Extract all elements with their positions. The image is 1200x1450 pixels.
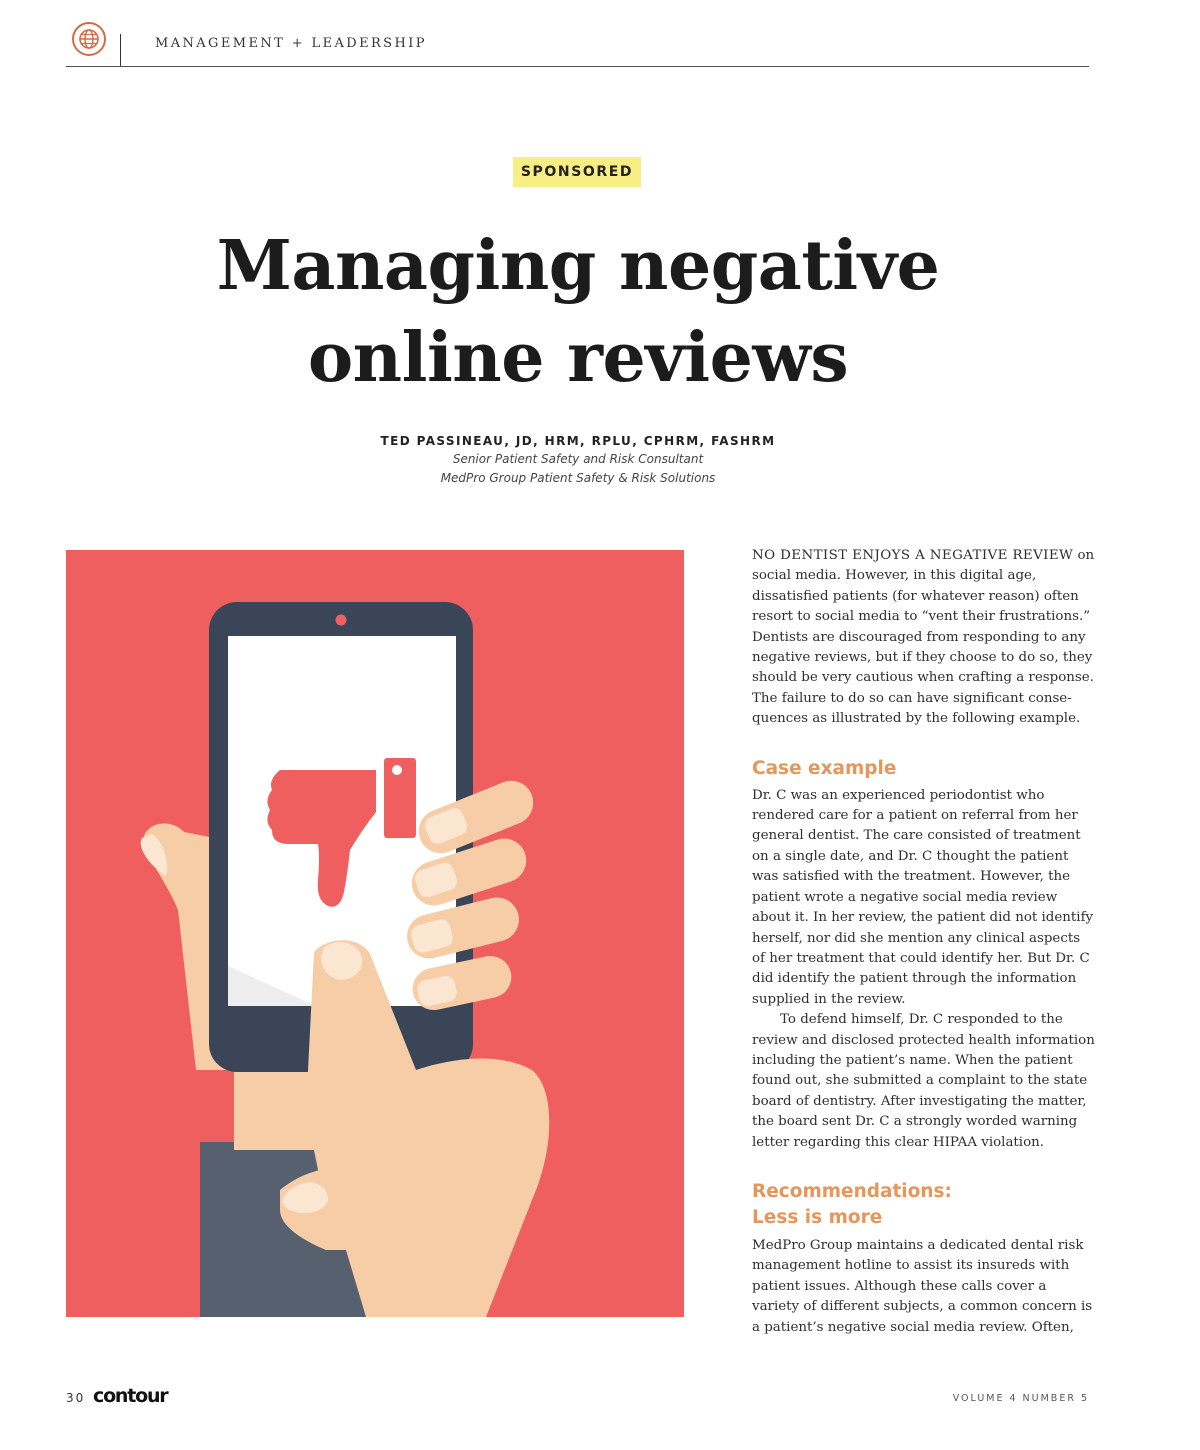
recommendations-heading-line-2: Less is more [752, 1206, 883, 1228]
section-label: MANAGEMENT + LEADERSHIP [155, 36, 427, 51]
author-organization: MedPro Group Patient Safety & Risk Solutions [440, 471, 716, 485]
header-rule [66, 66, 1089, 67]
byline [300, 432, 856, 488]
case-example-heading: Case example [752, 757, 897, 779]
recommendations-heading [752, 1179, 1097, 1231]
intro-text: on social media. However, in this digital age, dissatisfied patients (for whatever reason) often resort to social media to “vent their frustrations.” Dentists are discouraged from responding to any negative reviews, but if they choose to do so, they should be very cautious when crafting a response. The failure to do so can have significant consequences as illustrated by the following example. [752, 548, 1095, 727]
globe-icon [72, 22, 106, 56]
intro-lead: NO DENTIST ENJOYS A NEGATIVE REVIEW [752, 548, 1074, 563]
article-body [752, 546, 1097, 1338]
issue-label: VOLUME 4 NUMBER 5 [952, 1393, 1089, 1404]
hand-holding-phone-thumbs-down-icon [66, 550, 684, 1317]
page-number: 30 [66, 1391, 86, 1405]
magazine-logo: contour [93, 1385, 168, 1407]
case-paragraph-1: Dr. C was an experienced periodontist who rendered care for a patient on referral from her general dentist. The care consisted of treatment on a single date, and Dr. C thought the patient was satisfied with the treatment. However, the patient wrote a negative social media review about it. In her review, the patient did not identify herself, nor did she mention any clinical aspects of her treatment that could identify her. But Dr. C did identify the patient through the information supplied in the review. [752, 787, 1094, 1007]
header-divider [120, 34, 121, 67]
intro-paragraph [752, 546, 1097, 730]
recommendations-paragraph-1: MedPro Group maintains a dedicated dental risk management hotline to assist its insureds with patient issues. Although these calls cover a variety of different subjects, a common concern is a patient’s negative social media review. Often, [752, 1237, 1093, 1335]
recommendations-heading-line-1: Recommendations: [752, 1180, 952, 1202]
title-line-1: Managing negative [216, 226, 940, 306]
author-role: Senior Patient Safety and Risk Consultant [452, 452, 704, 466]
sponsored-badge: SPONSORED [513, 157, 641, 187]
author-name: TED PASSINEAU, JD, HRM, RPLU, CPHRM, FASHRM [380, 434, 776, 448]
article-title [100, 220, 1056, 404]
case-paragraph-2: To defend himself, Dr. C responded to the review and disclosed protected health information including the patient’s name. When the patient found out, she submitted a complaint to the state board of dentistry. After investigating the matter, the board sent Dr. C a strongly worded warning letter regarding this clear HIPAA violation. [752, 1012, 1095, 1150]
title-line-2: online reviews [307, 318, 849, 398]
